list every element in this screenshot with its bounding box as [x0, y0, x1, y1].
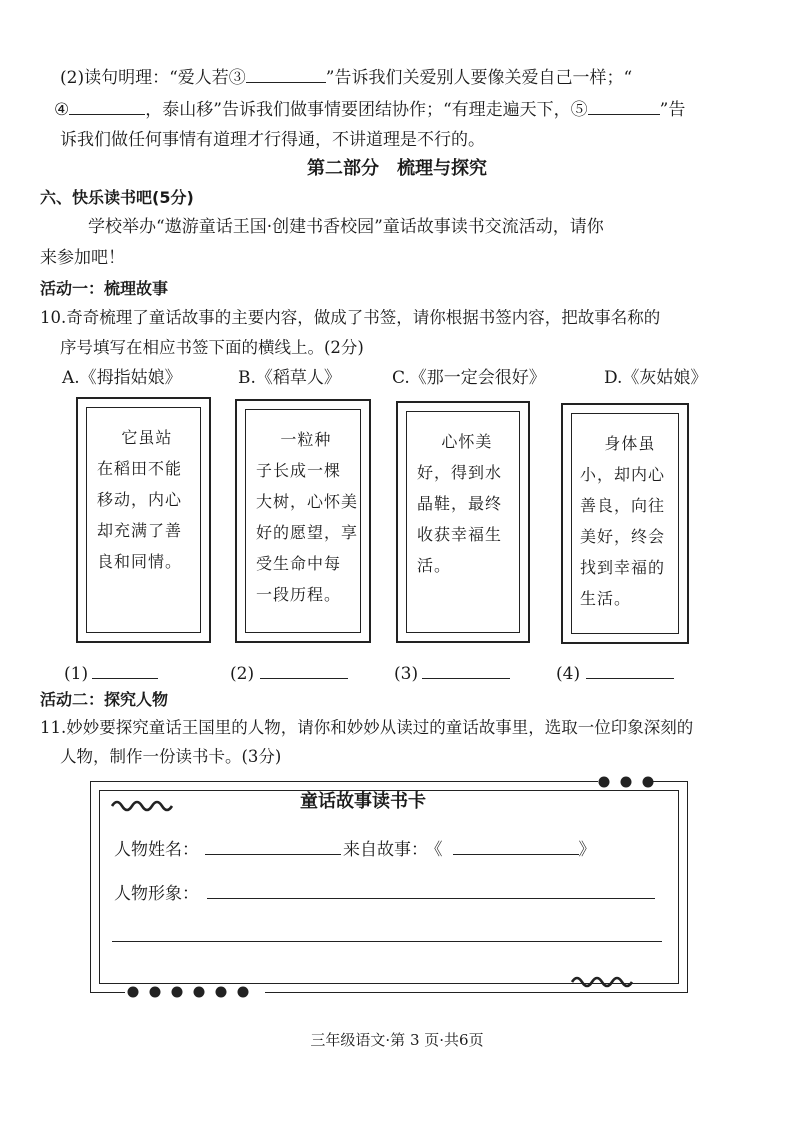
card-story-label: 来自故事： [343, 840, 428, 860]
answer-3 [394, 660, 510, 684]
answer-2-blank[interactable] [260, 660, 348, 679]
q10-line1: 10.奇奇梳理了童话故事的主要内容，做成了书签，请你根据书签内容，把故事名称的 [40, 308, 661, 327]
option-d: D.《灰姑娘》 [604, 368, 708, 388]
card-name-label: 人物姓名： [114, 840, 199, 860]
page-footer: 三年级语文·第 3 页·共6页 [310, 1031, 484, 1049]
answer-3-blank[interactable] [422, 660, 510, 679]
answer-4-label: (4) [556, 664, 581, 684]
option-c: C.《那一定会很好》 [392, 368, 546, 388]
answer-2-label: (2) [230, 664, 255, 684]
q9-2-line2-start: ④ [54, 100, 70, 120]
section6-heading: 六、快乐读书吧(5分) [40, 188, 194, 207]
card-close-quote: 》 [578, 840, 596, 860]
bookmark-2-text: 一粒种 子长成一棵 大树，心怀美 好的愿望，享 受生命中每 一段历程。 [245, 409, 361, 633]
option-a: A.《拇指姑娘》 [62, 368, 182, 388]
q9-2-line1-end: ”告诉我们关爱别人要像关爱自己一样；“ [325, 68, 633, 88]
section6-intro-line1: 学校举办“遨游童话王国·创建书香校园”童话故事读书交流活动，请你 [88, 217, 604, 237]
bookmark-1-text: 它虽站 在稻田不能 移动，内心 却充满了善 良和同情。 [86, 407, 201, 633]
card-name-row [114, 836, 596, 862]
section6-intro-line2: 来参加吧！ [40, 248, 125, 268]
q9-2-line3-text: 诉我们做任何事情有道理才行得通，不讲道理是不行的。 [60, 130, 485, 150]
q9-2-line2-end: ”告 [659, 100, 686, 120]
answer-4 [556, 660, 674, 684]
blank-4[interactable] [69, 96, 145, 115]
card-story-input[interactable] [453, 836, 579, 855]
bookmark-1 [76, 397, 211, 643]
blank-5[interactable] [588, 96, 660, 115]
card-title: 童话故事读书卡 [300, 791, 426, 812]
activity2-heading: 活动二：探究人物 [40, 690, 169, 709]
q9-2-line1-text: (2)读句明理：“爱人若③ [60, 68, 246, 88]
option-b: B.《稻草人》 [238, 368, 341, 388]
card-image-label: 人物形象： [114, 884, 199, 904]
card-image-row [114, 880, 655, 906]
q9-2-line1 [60, 64, 632, 90]
q10-line2: 序号填写在相应书签下面的横线上。(2分) [60, 338, 364, 357]
answer-4-blank[interactable] [586, 660, 674, 679]
bookmark-2 [235, 399, 371, 643]
bookmark-4 [561, 403, 689, 644]
q9-2-line3 [60, 128, 485, 152]
bookmark-3-text: 心怀美 好，得到水 晶鞋，最终 收获幸福生 活。 [406, 411, 520, 633]
answer-1 [64, 660, 158, 684]
q9-2-line2 [54, 96, 685, 122]
card-image-input-line2[interactable] [112, 941, 662, 942]
card-image-input[interactable] [207, 880, 655, 899]
card-open-quote: 《 [434, 840, 443, 860]
answer-3-label: (3) [394, 664, 419, 684]
answer-1-label: (1) [64, 664, 89, 684]
activity1-heading: 活动一：梳理故事 [40, 279, 169, 298]
q11-line2: 人物，制作一份读书卡。(3分) [60, 747, 282, 766]
q11-line1: 11.妙妙要探究童话王国里的人物，请你和妙妙从读过的童话故事里，选取一位印象深刻的 [40, 718, 694, 737]
card-name-input[interactable] [205, 836, 341, 855]
q9-2-line2-mid: ，泰山移”告诉我们做事情要团结协作；“有理走遍天下，⑤ [145, 100, 588, 120]
bookmark-4-text: 身体虽 小，却内心 善良，向往 美好，终会 找到幸福的 生活。 [571, 413, 679, 634]
answer-2 [230, 660, 348, 684]
blank-3[interactable] [246, 64, 326, 83]
bookmark-3 [396, 401, 530, 643]
part2-title: 第二部分 梳理与探究 [307, 158, 487, 179]
answer-1-blank[interactable] [92, 660, 158, 679]
